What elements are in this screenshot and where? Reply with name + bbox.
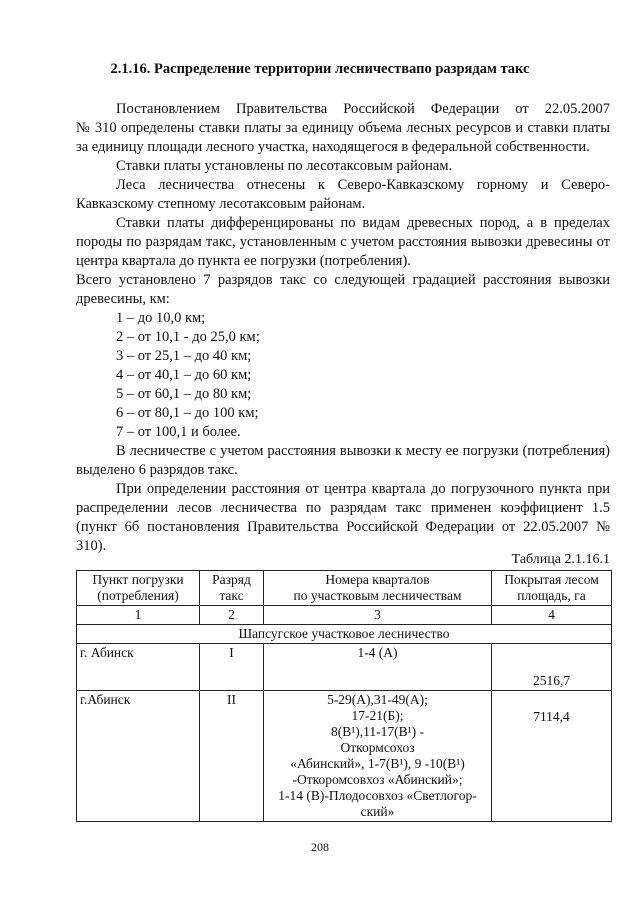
quarters-line: 1-14 (В)-Плодосовхоз «Светлогор- [278,788,477,803]
paragraph: Ставки платы установлены по лесотаксовым районам. [116,158,453,174]
paragraph: Леса лесничества отнесены к Северо-Кавказскому горному и Северо-Кавказскому степному лесотаксовым районам. [76,177,610,212]
grade-item: 5 – от 60,1 – до 80 км; [116,386,252,402]
paragraph: При определении расстояния от центра квартала до погрузочного пункта при распределении лесов лесничества по разрядам такс применен коэффициент 1.5 (пункт 6б постановления Правительства Российской Федерации от 22.05.2007 № 310). [76,481,610,554]
quarters-cell [264,691,492,822]
quarters-line: ский» [360,804,395,819]
paragraph: Ставки платы дифференцированы по видам древесных пород, а в пределах породы по разрядам такс, установленным с учетом расстояния вывозки древесины от центра квартала до пункта ее погрузки (потребления). [76,215,610,269]
quarters-cell: 1-4 (А) [264,644,492,691]
point-cell: г. Абинск [77,644,200,691]
intro-rest: № 310 определены ставки платы за единицу объема лесных ресурсов и ставки платы за единицу площади лесного участка, находящегося в федеральной собственности. [76,120,610,155]
quarters-line: «Абинский», 1-7(В¹), 9 -10(В¹) [290,756,465,771]
section-row [77,625,612,644]
header-cell: Пункт погрузки (потребления) [77,571,200,606]
area-cell: 7114,4 [492,691,612,822]
table-row [77,691,612,822]
header-cell: Номера кварталов по участковым лесничествам [264,571,492,606]
table-row [77,644,612,691]
column-number: 1 [77,606,200,625]
quarters-line: 5-29(А),31-49(А); [327,692,428,707]
grade-cell: II [200,691,264,822]
column-number: 3 [264,606,492,625]
body-text [76,100,610,556]
section-heading: 2.1.16. Распределение территории лесничествапо разрядам такс [110,61,530,77]
tax-grade-table [76,570,612,822]
grade-item: 3 – от 25,1 – до 40 км; [116,348,252,364]
page-number: 208 [311,840,329,854]
quarters-line: -Откоромсовхоз «Абинский»; [292,772,463,787]
intro-date: 22.05.2007 [544,101,610,117]
intro-first-line [76,100,610,119]
table-header-row [77,571,612,606]
grade-item: 7 – от 100,1 и более. [116,424,241,440]
section-cell: Шапсугское участковое лесничество [77,625,612,644]
grade-item: 4 – от 40,1 – до 60 км; [116,367,252,383]
grade-item: 6 – от 80,1 – до 100 км; [116,405,259,421]
intro-left: Постановлением Правительства Российской Федерации от [116,101,529,117]
header-cell: Разряд такс [200,571,264,606]
column-number-row [77,606,612,625]
paragraph: В лесничестве с учетом расстояния вывозки к месту ее погрузки (потребления) выделено 6 разрядов такс. [76,443,610,478]
quarters-line: Откормсохоз [340,740,415,755]
point-cell: г.Абинск [77,691,200,822]
grade-cell: I [200,644,264,691]
quarters-line: 17-21(Б); [351,708,404,723]
area-cell: 2516,7 [492,644,612,691]
quarters-line: 8(В¹),11-17(В¹) - [330,724,425,739]
table-caption: Таблица 2.1.16.1 [511,552,610,567]
header-cell: Покрытая лесом площадь, га [492,571,612,606]
column-number: 2 [200,606,264,625]
grade-item: 1 – до 10,0 км; [116,310,206,326]
grade-item: 2 – от 10,1 - до 25,0 км; [116,329,260,345]
column-number: 4 [492,606,612,625]
grades-intro: Всего установлено 7 разрядов такс со следующей градацией расстояния вывозки древесины, км: [76,272,610,307]
